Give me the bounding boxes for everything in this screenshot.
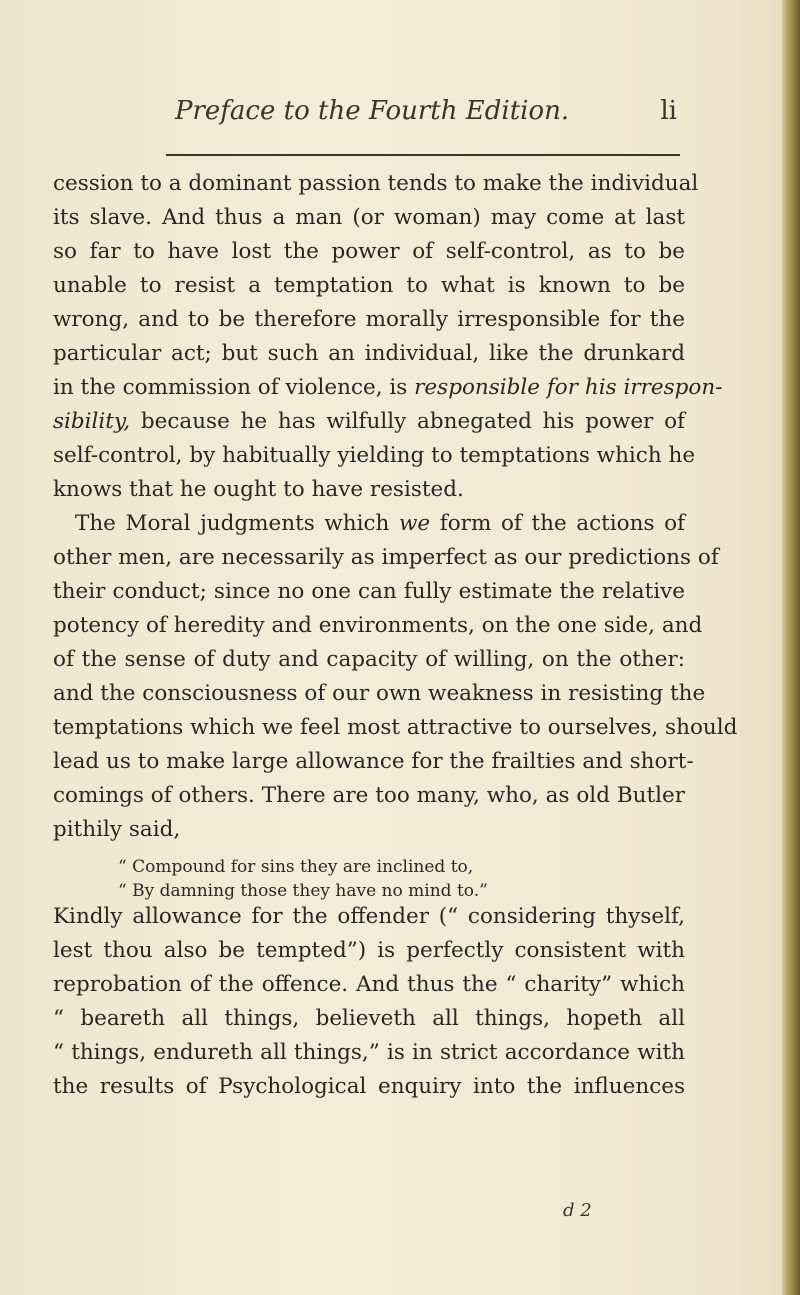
text-line: pithily said, xyxy=(53,817,181,842)
quoted-verse xyxy=(118,855,638,903)
verse-line: “ Compound for sins they are inclined to, xyxy=(118,857,474,877)
text-line xyxy=(53,507,685,541)
text-line: unable to resist a temptation to what is known to be xyxy=(53,273,685,298)
text-line: lest thou also be tempted”) is perfectly consistent with xyxy=(53,938,685,963)
text-line: of the sense of duty and capacity of willing, on the other: xyxy=(53,647,685,672)
text-line: temptations which we feel most attractive to ourselves, should xyxy=(53,715,738,740)
italic-phrase: sibility, xyxy=(53,409,131,434)
italic-phrase: we xyxy=(399,511,431,536)
text-line: Kindly allowance for the offender (“ considering thyself, xyxy=(53,904,685,929)
text-line: cession to a dominant passion tends to make the individual xyxy=(53,171,699,196)
signature-mark: d 2 xyxy=(563,1200,592,1221)
text-line xyxy=(53,371,723,405)
body-text-continued xyxy=(53,900,685,1104)
text-line: the results of Psychological enquiry into the influences xyxy=(53,1074,685,1099)
verse-line: “ By damning those they have no mind to.” xyxy=(118,881,488,901)
text-line: “ beareth all things, believeth all things, hopeth all xyxy=(53,1006,685,1031)
text-line: potency of heredity and environments, on the one side, and xyxy=(53,613,703,638)
page-edge xyxy=(782,0,800,1295)
text-line: comings of others. There are too many, who, as old Butler xyxy=(53,783,685,808)
italic-phrase: responsible for his irrespon- xyxy=(414,375,723,400)
text-line: so far to have lost the power of self-control, as to be xyxy=(53,239,685,264)
header-rule xyxy=(166,154,680,156)
page-number: li xyxy=(660,96,677,126)
text-line xyxy=(53,405,685,439)
text-line: wrong, and to be therefore morally irresponsible for the xyxy=(53,307,685,332)
page-header xyxy=(175,96,675,140)
text-segment: form of the actions of xyxy=(439,511,686,536)
text-line: other men, are necessarily as imperfect as our predictions of xyxy=(53,545,719,570)
text-line: and the consciousness of our own weakness in resisting the xyxy=(53,681,706,706)
text-line: knows that he ought to have resisted. xyxy=(53,477,464,502)
text-line: particular act; but such an individual, like the drunkard xyxy=(53,341,685,366)
text-line: self-control, by habitually yielding to temptations which he xyxy=(53,443,696,468)
text-segment: because he has wilfully abnegated his power of xyxy=(140,409,685,434)
text-line: lead us to make large allowance for the frailties and short- xyxy=(53,749,694,774)
text-segment: in the commission of violence, is xyxy=(53,375,408,400)
text-line: its slave. And thus a man (or woman) may come at last xyxy=(53,205,685,230)
text-line: reprobation of the offence. And thus the “ charity” which xyxy=(53,972,685,997)
running-title: Preface to the Fourth Edition. xyxy=(175,96,570,126)
body-text xyxy=(53,167,738,847)
text-segment: The Moral judgments which xyxy=(75,511,390,536)
text-line: their conduct; since no one can fully estimate the relative xyxy=(53,579,685,604)
text-line: “ things, endureth all things,” is in strict accordance with xyxy=(53,1040,685,1065)
